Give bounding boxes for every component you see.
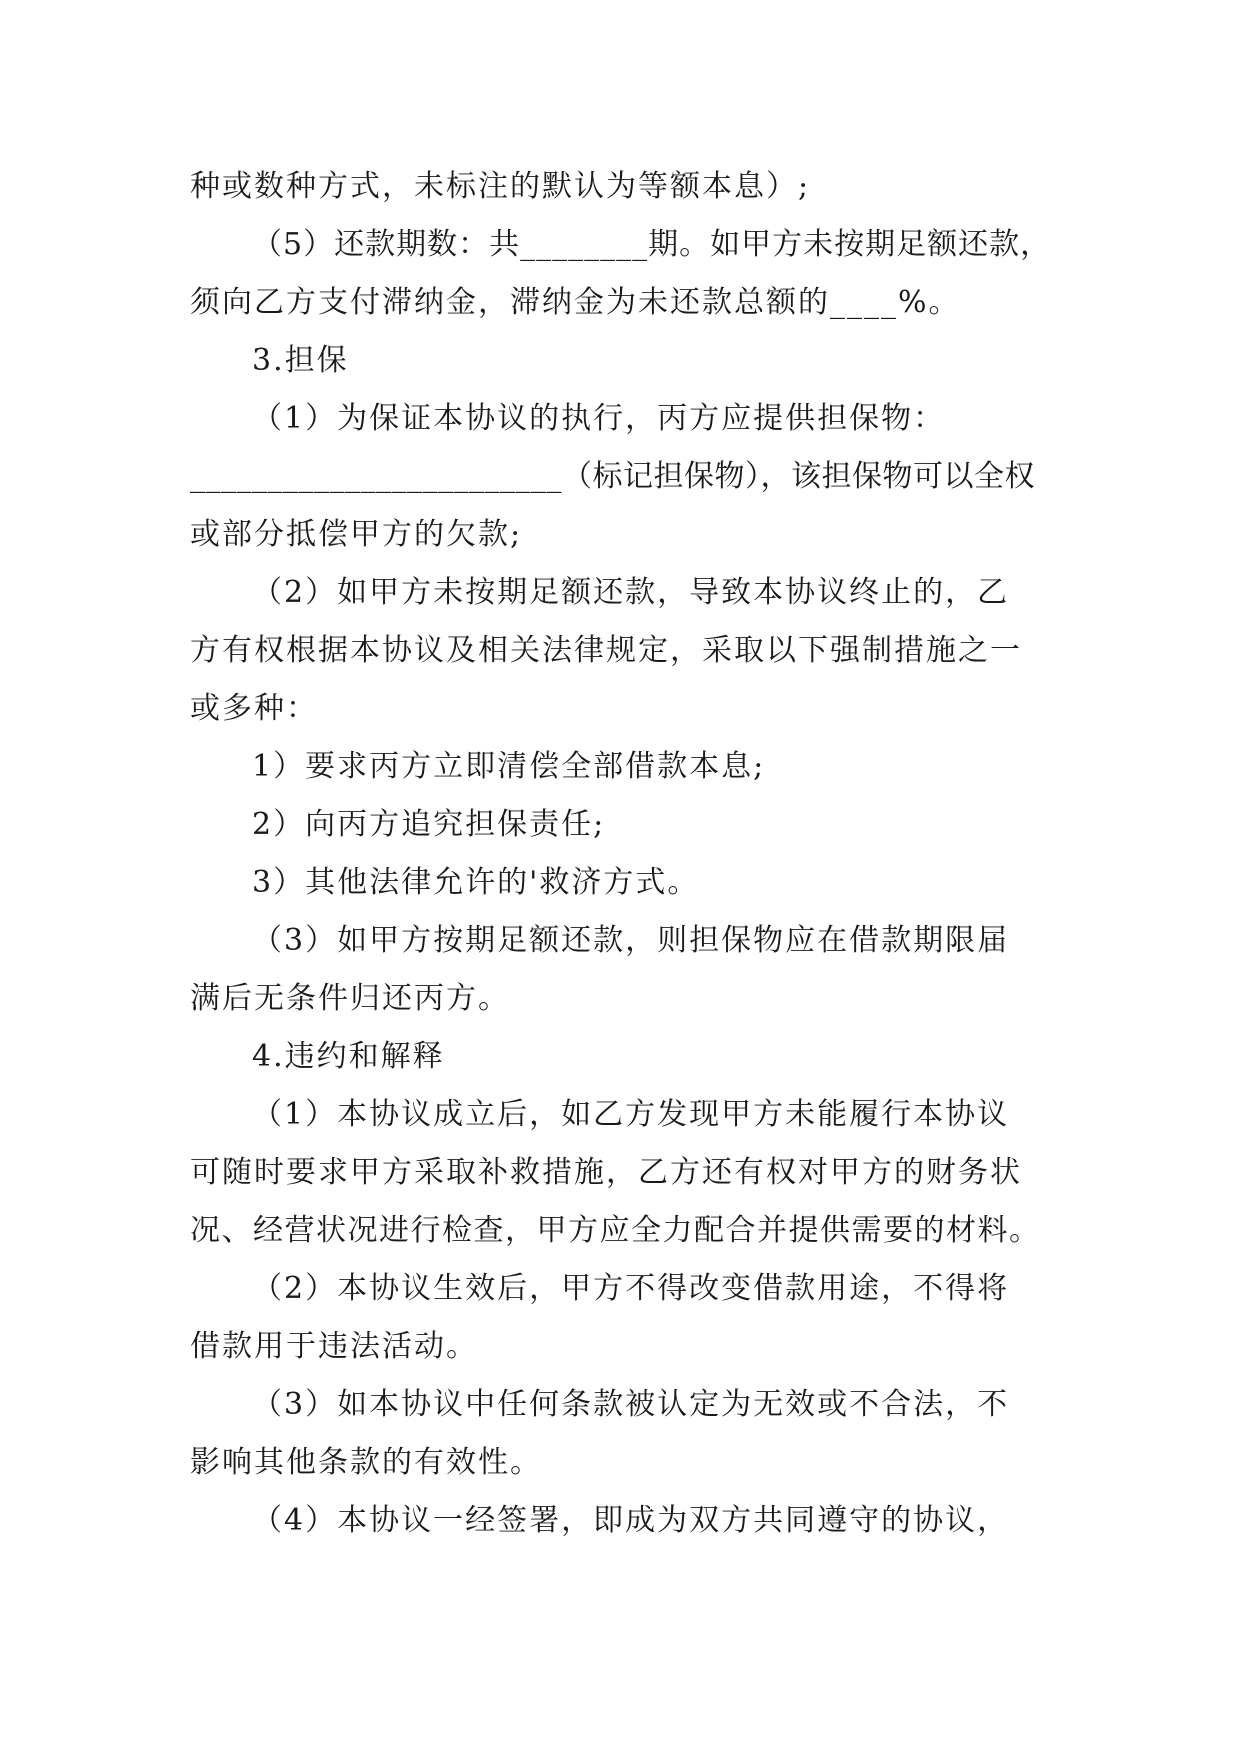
- list-item: 1）要求丙方立即清偿全部借款本息;: [252, 749, 766, 784]
- text-line: （3）如甲方按期足额还款，则担保物应在借款期限届: [252, 923, 1010, 958]
- text-line: 或多种：: [190, 691, 318, 726]
- text-line: （1）为保证本协议的执行，丙方应提供担保物：: [252, 401, 946, 436]
- text-line: 或部分抵偿甲方的欠款;: [190, 517, 523, 552]
- text-line: （2）如甲方未按期足额还款，导致本协议终止的，乙: [252, 575, 1010, 610]
- text-line: 可随时要求甲方采取补救措施，乙方还有权对甲方的财务状: [190, 1155, 1022, 1190]
- text-line: （4）本协议一经签署，即成为双方共同遵守的协议，: [252, 1503, 1010, 1538]
- text-line: 影响其他条款的有效性。: [190, 1445, 542, 1480]
- text-line: 种或数种方式，未标注的默认为等额本息）;: [190, 169, 811, 204]
- text-line: 满后无条件归还丙方。: [190, 981, 510, 1016]
- text-line: ________________________（标记担保物），该担保物可以全权: [190, 459, 1035, 494]
- document-body: [190, 158, 1052, 1550]
- text-line: 方有权根据本协议及相关法律规定，采取以下强制措施之一: [190, 633, 1022, 668]
- section-heading: 3.担保: [252, 343, 349, 378]
- text-line: 借款用于违法活动。: [190, 1329, 478, 1364]
- text-line: 况、经营状况进行检查，甲方应全力配合并提供需要的材料。: [190, 1213, 1041, 1248]
- list-item: 3）其他法律允许的'救济方式。: [252, 865, 700, 900]
- text-line: （3）如本协议中任何条款被认定为无效或不合法，不: [252, 1387, 1010, 1422]
- list-item: 2）向丙方追究担保责任;: [252, 807, 606, 842]
- text-line: 须向乙方支付滞纳金，滞纳金为未还款总额的____%。: [190, 285, 961, 320]
- text-line: （2）本协议生效后，甲方不得改变借款用途，不得将: [252, 1271, 1010, 1306]
- text-line: （1）本协议成立后，如乙方发现甲方未能履行本协议: [252, 1097, 1010, 1132]
- text-line: （5）还款期数：共________期。如甲方未按期足额还款，: [252, 227, 1052, 262]
- section-heading: 4.违约和解释: [252, 1039, 445, 1074]
